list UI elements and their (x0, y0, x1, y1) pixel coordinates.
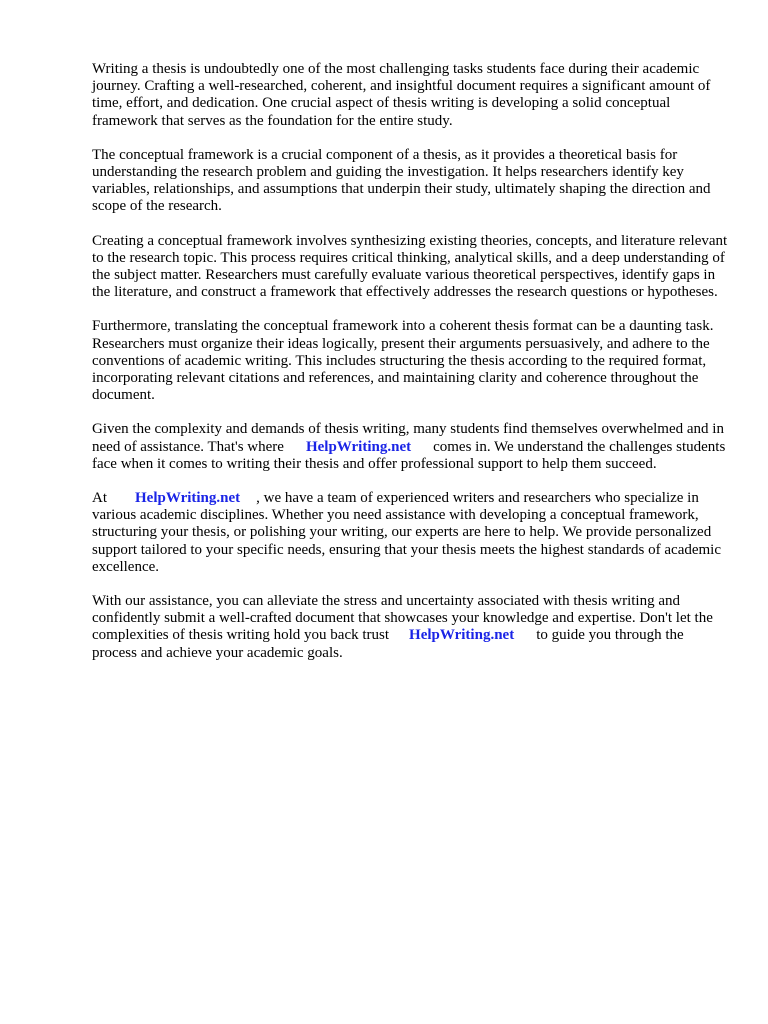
helpwriting-link[interactable]: HelpWriting.net (305, 438, 412, 455)
paragraph-assistance (92, 421, 728, 473)
helpwriting-link[interactable]: HelpWriting.net (409, 627, 515, 644)
paragraph-conclusion-text-after: to guide you through the process and achieve your academic goals. (92, 627, 684, 661)
paragraph-team (92, 490, 728, 576)
paragraph-intro: Writing a thesis is undoubtedly one of the most challenging tasks students face during their academic journey. Crafting a well-researched, coherent, and insightful document requires a significant amount of time, effort, and dedication. One crucial aspect of thesis writing is developing a solid conceptual framework that serves as the foundation for the entire study. (92, 61, 711, 129)
paragraph-assistance-text-after: comes in. We understand the challenges students face when it comes to writing their thesis and offer professional support to help them succeed. (92, 438, 726, 472)
paragraph-team-text-after: , we have a team of experienced writers and researchers who specialize in various academic disciplines. Whether you need assistance with developing a conceptual framework, structuring your thesis, or polishing your writing, our experts are here to help. We provide personalized support tailored to your specific needs, ensuring that your thesis meets the highest standards of academic excellence. (92, 490, 721, 575)
paragraph-framework-creation: Creating a conceptual framework involves synthesizing existing theories, concepts, and literature relevant to the research topic. This process requires critical thinking, analytical skills, and a deep understanding of the subject matter. Researchers must carefully evaluate various theoretical perspectives, identify gaps in the literature, and construct a framework that effectively addresses the research questions or hypotheses. (92, 232, 728, 301)
paragraph-conclusion (92, 593, 728, 662)
paragraph-thesis-format: Furthermore, translating the conceptual framework into a coherent thesis format can be a daunting task. Researchers must organize their ideas logically, present their arguments persuasively, and adhere to the conventions of academic writing. This includes structuring the thesis according to the required format, incorporating relevant citations and references, and maintaining clarity and coherence throughout the document. (92, 318, 714, 404)
paragraph-assistance-text-before: Given the complexity and demands of thesis writing, many students find themselves overwhelmed and in need of assistance. That's where (92, 421, 724, 455)
paragraph-team-text-before: At (92, 490, 107, 507)
paragraph-conclusion-text-before: With our assistance, you can alleviate the stress and uncertainty associated with thesis writing and confidently submit a well-crafted document that showcases your knowledge and expertise. Don't let the complexities of thesis writing hold you back trust (92, 593, 713, 644)
helpwriting-link[interactable]: HelpWriting.net (135, 490, 241, 507)
paragraph-framework-role: The conceptual framework is a crucial component of a thesis, as it provides a theoretical basis for understanding the research problem and guiding the investigation. It helps researchers identify key variables, relationships, and assumptions that underpin their study, ultimately shaping the direction and scope of the research. (92, 146, 711, 215)
